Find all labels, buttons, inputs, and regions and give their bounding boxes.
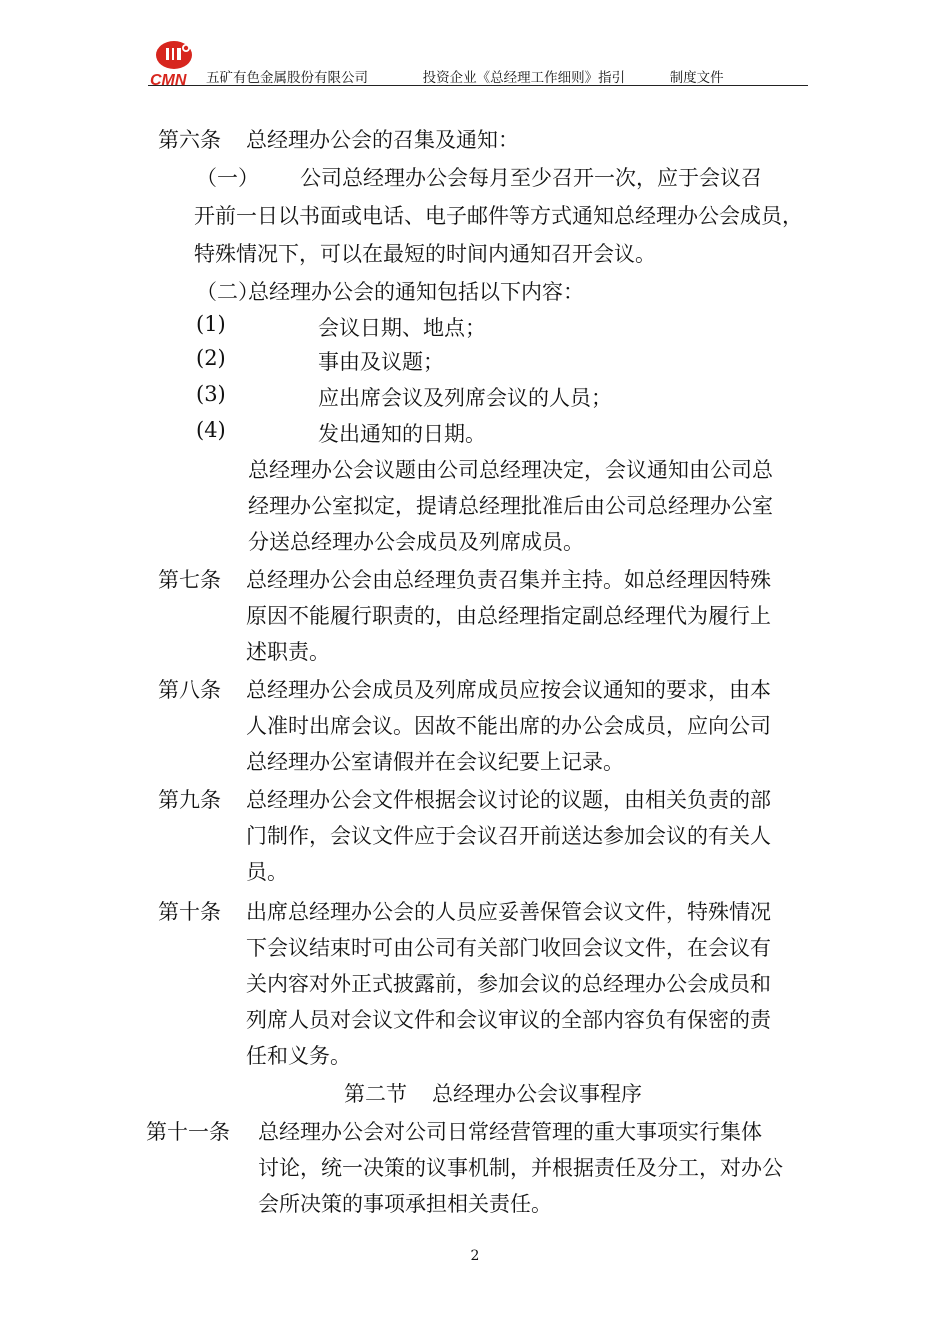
article6-item1-line: 特殊情况下，可以在最短的时间内通知召开会议。 bbox=[194, 242, 656, 266]
article9-line: 总经理办公会文件根据会议讨论的议题，由相关负责的部 bbox=[246, 788, 771, 812]
page-header bbox=[148, 38, 808, 88]
article8-line: 总经理办公会成员及列席成员应按会议通知的要求，由本 bbox=[246, 678, 771, 702]
subitem-text: 应出席会议及列席会议的人员； bbox=[318, 386, 612, 410]
article7-line: 述职责。 bbox=[246, 640, 330, 664]
header-doc-type: 制度文件 bbox=[669, 70, 724, 86]
subitem-label: (3) bbox=[196, 382, 226, 406]
subitem-label: (1) bbox=[196, 312, 226, 336]
article9-line: 门制作，会议文件应于会议召开前送达参加会议的有关人 bbox=[246, 824, 771, 848]
article7-line: 总经理办公会由总经理负责召集并主持。如总经理因特殊 bbox=[246, 568, 771, 592]
article11-label: 第十一条 bbox=[146, 1120, 230, 1144]
subitem-text: 发出通知的日期。 bbox=[318, 422, 486, 446]
subitem-label: (2) bbox=[196, 346, 226, 370]
section2-title: 总经理办公会议事程序 bbox=[432, 1082, 642, 1106]
article10-line: 关内容对外正式披露前，参加会议的总经理办公会成员和 bbox=[246, 972, 771, 996]
article11-line: 总经理办公会对公司日常经营管理的重大事项实行集体 bbox=[258, 1120, 762, 1144]
article8-line: 总经理办公室请假并在会议纪要上记录。 bbox=[246, 750, 624, 774]
article6-item1-line: 开前一日以书面或电话、电子邮件等方式通知总经理办公会成员， bbox=[194, 204, 803, 228]
article10-label: 第十条 bbox=[158, 900, 221, 924]
article9-line: 员。 bbox=[246, 860, 288, 884]
article6-note-line: 分送总经理办公会成员及列席成员。 bbox=[248, 530, 584, 554]
article7-line: 原因不能履行职责的，由总经理指定副总经理代为履行上 bbox=[246, 604, 771, 628]
header-text bbox=[206, 66, 724, 86]
article10-line: 任和义务。 bbox=[246, 1044, 351, 1068]
article10-line: 出席总经理办公会的人员应妥善保管会议文件，特殊情况 bbox=[246, 900, 771, 924]
svg-text:CMN: CMN bbox=[150, 72, 187, 88]
article9-label: 第九条 bbox=[158, 788, 221, 812]
article6-title: 总经理办公会的召集及通知： bbox=[246, 128, 519, 152]
header-company: 五矿有色金属股份有限公司 bbox=[206, 70, 368, 86]
header-rule bbox=[148, 85, 808, 86]
article6-item2-text: 总经理办公会的通知包括以下内容： bbox=[248, 280, 584, 304]
article6-item2-label: （二） bbox=[196, 280, 259, 304]
article7-label: 第七条 bbox=[158, 568, 221, 592]
page-number: 2 bbox=[470, 1248, 480, 1264]
article6-item1-line: 公司总经理办公会每月至少召开一次，应于会议召 bbox=[300, 166, 762, 190]
article6-note-line: 总经理办公会议题由公司总经理决定，会议通知由公司总 bbox=[248, 458, 773, 482]
article11-line: 讨论，统一决策的议事机制，并根据责任及分工，对办公 bbox=[258, 1156, 783, 1180]
header-doc-title: 投资企业《总经理工作细则》指引 bbox=[422, 70, 626, 86]
article8-line: 人准时出席会议。因故不能出席的办公会成员，应向公司 bbox=[246, 714, 771, 738]
section2-label: 第二节 bbox=[344, 1082, 407, 1106]
subitem-text: 事由及议题； bbox=[318, 350, 444, 374]
article6-label: 第六条 bbox=[158, 128, 221, 152]
article11-line: 会所决策的事项承担相关责任。 bbox=[258, 1192, 552, 1216]
article10-line: 列席人员对会议文件和会议审议的全部内容负有保密的责 bbox=[246, 1008, 771, 1032]
article6-note-line: 经理办公室拟定，提请总经理批准后由公司总经理办公室 bbox=[248, 494, 773, 518]
article6-item1-label: （一） bbox=[196, 166, 259, 190]
subitem-text: 会议日期、地点； bbox=[318, 316, 486, 340]
article10-line: 下会议结束时可由公司有关部门收回会议文件，在会议有 bbox=[246, 936, 771, 960]
subitem-label: (4) bbox=[196, 418, 226, 442]
article8-label: 第八条 bbox=[158, 678, 221, 702]
cmn-logo bbox=[148, 38, 208, 88]
